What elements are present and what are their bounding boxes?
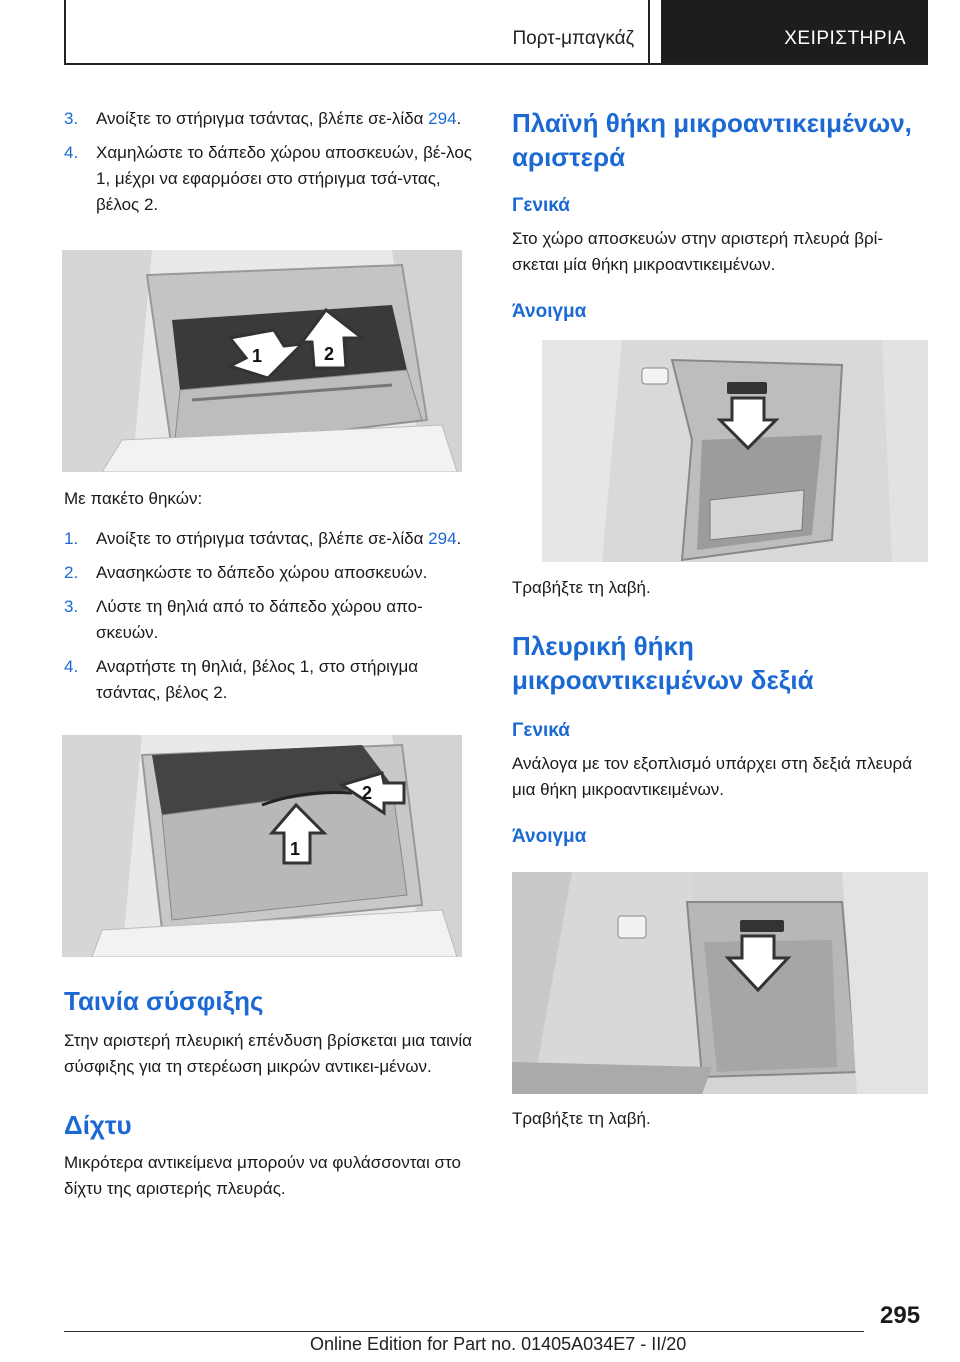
fig2-label-1: 1 [290, 839, 301, 859]
step-item [64, 594, 480, 646]
right-column-3 [512, 1106, 928, 1132]
general-text: Ανάλογα με τον εξοπλισμό υπάρχει στη δεξιά πλευρά μια θήκη μικροαντικειμένων. [512, 754, 913, 799]
step-number: 4. [64, 143, 79, 162]
step-item [64, 560, 480, 586]
pull-handle-text: Τραβήξτε τη λαβή. [512, 1109, 651, 1128]
step-text: Ανοίξτε το στήριγμα τσάντας, βλέπε σε-λίδα [96, 529, 429, 548]
right-column-2 [512, 575, 928, 849]
right-column [512, 106, 928, 324]
left-compartment-heading: Πλαϊνή θήκη μικροαντικειμένων, αριστερά [512, 108, 912, 172]
net-text: Μικρότερα αντικείμενα μπορούν να φυλάσσονται στο δίχτυ της αριστερής πλευράς. [64, 1153, 461, 1198]
step-number: 3. [64, 597, 79, 616]
page-number: 295 [880, 1302, 921, 1329]
right-compartment-heading: Πλευρική θήκη μικροαντικειμένων δεξιά [512, 631, 814, 695]
step-item [64, 106, 480, 132]
step-text: Λύστε τη θηλιά από το δάπεδο χώρου απο-σκευών. [96, 597, 423, 642]
header-chapter-title: ΧΕΙΡΙΣΤΗΡΙΑ [784, 28, 906, 49]
page-link[interactable]: 294 [428, 529, 457, 548]
step-text: Ανασηκώστε το δάπεδο χώρου αποσκευών. [96, 563, 428, 582]
opening-subheading: Άνοιγμα [512, 826, 587, 847]
left-column-2 [64, 486, 480, 714]
strap-text: Στην αριστερή πλευρική επένδυση βρίσκεται μια ταινία σύσφιξης για τη στερέωση μικρών αντικει-μένων. [64, 1031, 472, 1076]
step-text: Αναρτήστε τη θηλιά, βέλος 1, στο στήριγμα τσάντας, βέλος 2. [96, 657, 419, 702]
fig2-label-2: 2 [362, 783, 373, 803]
header-section-title: Πορτ-μπαγκάζ [512, 28, 634, 49]
header-section-box [64, 0, 650, 63]
step-text: Χαμηλώστε το δάπεδο χώρου αποσκευών, βέ-λος 1, μέχρι να εφαρμόσει στο στήριγμα τσά-ντας, βέλος 2. [96, 143, 472, 214]
step-end: . [456, 529, 462, 548]
opening-subheading: Άνοιγμα [512, 301, 587, 322]
step-text: Ανοίξτε το στήριγμα τσάντας, βλέπε σε-λίδα [96, 109, 429, 128]
fig1-label-2: 2 [324, 344, 335, 364]
step-item [64, 140, 480, 218]
step-end: . [456, 109, 462, 128]
step-item [64, 526, 480, 552]
general-subheading: Γενικά [512, 720, 570, 741]
strap-heading: Ταινία σύσφιξης [64, 986, 264, 1016]
edition-note: Online Edition for Part no. 01405A034E7 - II/20 [310, 1334, 687, 1354]
net-heading: Δίχτυ [64, 1110, 132, 1140]
left-column [64, 106, 480, 226]
step-number: 3. [64, 109, 79, 128]
header-chapter-box [661, 0, 928, 63]
footer-rule [64, 1331, 864, 1332]
figure-trunk-floor-lowered [62, 250, 462, 472]
fig1-label-1: 1 [252, 346, 263, 366]
step-item [64, 654, 480, 706]
general-subheading: Γενικά [512, 195, 570, 216]
pull-handle-text: Τραβήξτε τη λαβή. [512, 578, 651, 597]
figure-right-compartment [512, 872, 928, 1094]
header-rule [64, 63, 928, 65]
figure-left-compartment [542, 340, 928, 562]
page-link[interactable]: 294 [428, 109, 457, 128]
with-package-label: Με πακέτο θηκών: [64, 489, 203, 508]
step-number: 2. [64, 563, 79, 582]
figure-loop-hung [62, 735, 462, 957]
general-text: Στο χώρο αποσκευών στην αριστερή πλευρά βρί-σκεται μία θήκη μικροαντικειμένων. [512, 229, 884, 274]
left-column-3 [64, 984, 480, 1202]
step-number: 4. [64, 657, 79, 676]
step-number: 1. [64, 529, 79, 548]
